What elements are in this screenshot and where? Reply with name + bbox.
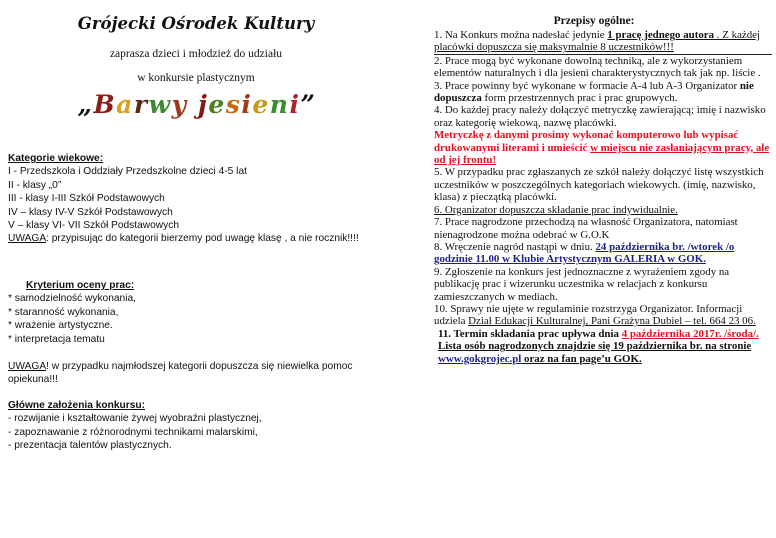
rule-7: 7. Prace nagrodzone przechodzą na własność Organizatora, natomiast nienagrodzone można odebrać w G.O.K <box>434 216 738 241</box>
title-letter: j <box>197 90 209 119</box>
rule-text: 4. Do każdej pracy należy dołączyć metryczkę zawierającą; imię i nazwisko oraz kategorię wiekową, nazwę placówki. <box>434 104 766 129</box>
title-letter: i <box>241 90 253 119</box>
goals <box>8 399 393 453</box>
contest-title <box>0 90 394 119</box>
website-link[interactable]: www.gokgrojec.pl <box>438 352 522 365</box>
rule-4 <box>434 104 772 166</box>
title-letter: e <box>208 90 226 119</box>
criteria-item: * staranność wykonania, <box>8 306 119 318</box>
goal-item: - zapoznawanie z różnorodnymi technikami malarskimi, <box>8 426 258 438</box>
deadline-date: 4 października 2017r. /środa/. <box>621 327 759 340</box>
category-item: III - klasy I-III Szkół Podstawowych <box>8 193 165 205</box>
goal-item: - prezentacja talentów plastycznych. <box>8 440 172 452</box>
title-letter: e <box>252 90 270 119</box>
criteria-item: * wrażenie artystyczne. <box>8 320 113 332</box>
rule-text: 3. Prace powinny być wykonane w formacie A-4 lub A-3 Organizator <box>434 79 740 92</box>
title-letter: i <box>289 90 301 119</box>
category-item: V – klasy VI- VII Szkół Podstawowych <box>8 220 179 232</box>
rule-text: 8. Wręczenie nagród nastąpi w dniu. <box>434 240 596 253</box>
categories-heading: Kategorie wiekowe: <box>8 153 104 164</box>
criteria <box>8 279 393 346</box>
rule-text: form przestrzennych prac i prac grupowych. <box>481 92 678 105</box>
uwaga-note-2 <box>8 360 393 387</box>
goal-item: - rozwijanie i kształtowanie żywej wyobraźni plastycznej, <box>8 413 262 425</box>
age-categories <box>8 152 393 246</box>
rule-10 <box>434 303 772 328</box>
uwaga-label: UWAGA <box>8 361 47 372</box>
title-letter: r <box>133 90 149 119</box>
title-letter: w <box>148 90 172 119</box>
rule-11 <box>434 328 772 365</box>
title-letter: y <box>171 90 188 119</box>
uwaga-text: ! w przypadku najmłodszej kategorii dopuszcza się niewielka pomoc opiekuna!!! <box>8 361 353 386</box>
rules-title: Przepisy ogólne: <box>553 15 635 27</box>
uwaga-text: : przypisując do kategorii bierzemy pod uwagę klasę , a nie rocznik!!!! <box>46 233 359 245</box>
rule-text: 11. Termin składania prac upływa dnia <box>438 327 622 340</box>
uwaga-label: UWAGA <box>8 233 47 245</box>
criteria-item: * samodzielność wykonania, <box>8 293 136 305</box>
rule-8 <box>434 241 772 266</box>
goals-heading: Główne założenia konkursu: <box>8 400 145 411</box>
criteria-heading: Kryterium oceny prac: <box>26 280 135 291</box>
award-date-link: 24 października br. /wtorek /o godzinie 11.00 w Klubie Artystycznym GALERIA w GOK. <box>434 240 735 266</box>
uwaga-note-1 <box>8 232 393 245</box>
rule-text: oraz na fan page’u GOK. <box>521 352 642 365</box>
rules-list <box>434 29 772 365</box>
contact-info: Dział Edukacji Kulturalnej, Pani Grażyna Dubiel – tel. 664 23 06. <box>468 315 756 328</box>
category-item: IV – klasy IV-V Szkół Podstawowych <box>8 206 173 218</box>
rule-text: 1. Na Konkurs można nadesłać jedynie <box>434 29 608 41</box>
title-letter <box>188 90 198 119</box>
category-item: II - klasy „0” <box>8 179 62 191</box>
title-letter: B <box>93 90 117 119</box>
title-letters <box>94 90 301 119</box>
rule-text: Lista osób nagrodzonych znajdzie się 19 października br. na stronie <box>438 340 752 353</box>
rule-6: 6. Organizator dopuszcza składanie prac indywidualnie. <box>434 203 678 216</box>
rule-2: 2. Prace mogą być wykonane dowolną techniką, ale z wykorzystaniem elementów naturalnych i dla jesieni charakterystycznych tak jak np. liście . <box>434 54 761 80</box>
rule-5: 5. W przypadku prac zgłaszanych ze szkół należy dołączyć listę wszystkich uczestników w poszczególnych kategoriach wiekowych. (imię, nazwisko, klasa) z pieczątką placówki. <box>434 166 764 204</box>
rule-text: . Z każdej placówki dopuszcza się maksymalnie 8 uczestników!!! <box>434 29 761 54</box>
rule-emphasis: 1 pracę jednego autora <box>607 29 715 41</box>
title-open-quote: „ <box>77 90 94 119</box>
rule-text: 10. Sprawy nie ujęte w regulaminie rozstrzyga Organizator. Informacji udziela <box>434 302 743 328</box>
title-letter: n <box>269 90 290 119</box>
title-letter: a <box>116 90 134 119</box>
rule-emphasis: nie dopuszcza <box>434 79 754 105</box>
rule-red-text: w miejscu nie zasłaniającym pracy, ale od jej frontu! <box>434 141 770 167</box>
invite-text: zaprasza dzieci i młodzież do udziału <box>109 48 283 60</box>
rule-red-text: Metryczkę z danymi prosimy wykonać komputerowo lub wypisać drukowanymi literami i umieścić <box>434 129 739 154</box>
rule-9: 9. Zgłoszenie na konkurs jest jednoznaczne z wyrażeniem zgody na publikację prac i wizerunku uczestnika w relacjach z konkursu zamieszczanych w mediach. <box>434 265 730 303</box>
criteria-item: * interpretacja tematu <box>8 333 105 345</box>
rule-3 <box>434 80 772 105</box>
category-item: I - Przedszkola i Oddziały Przedszkolne dzieci 4-5 lat <box>8 166 247 178</box>
title-close-quote: ” <box>300 90 317 119</box>
rule-1 <box>434 29 772 55</box>
organizer-name: Grójecki Ośrodek Kultury <box>77 14 315 33</box>
contest-text: w konkursie plastycznym <box>137 72 255 84</box>
title-letter: s <box>225 90 242 119</box>
